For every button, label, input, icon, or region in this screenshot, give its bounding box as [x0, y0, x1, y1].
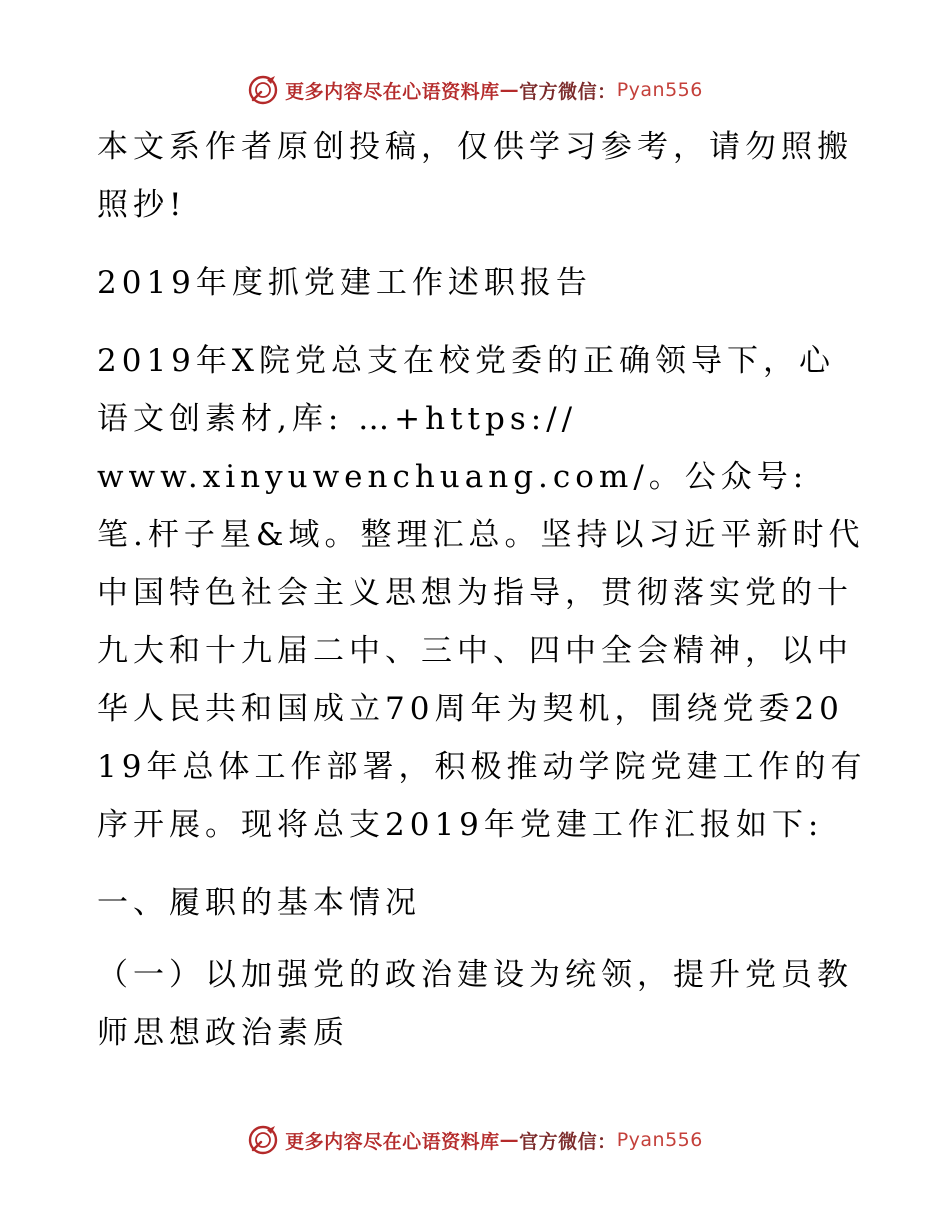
header-brand-text: 更多内容尽在心语资料库 [285, 80, 500, 103]
header-suffix-text: 官方微信： [519, 80, 617, 103]
subsection-heading-1: （一）以加强党的政治建设为统领，提升党员教师思想政治素质 [97, 957, 853, 1051]
footer-dash: — [499, 1129, 520, 1151]
footer-brand-text: 更多内容尽在心语资料库 [285, 1130, 500, 1153]
notice-paragraph: 本文系作者原创投稿，仅供学习参考，请勿照搬照抄! [97, 129, 853, 223]
intro-paragraph-line-2: www.xinyuwenchuang.com/。公众号: 笔.杆子星&域。整理汇总。坚持以习近平新时代中国特色社会主义思想为指导，贯彻落实党的十九大和十九届二中、三中、四中全会精神，以中华人民共和国成立70周年为契机，围绕党委2019年总体工作部署，积极推动学院党建工作的有序开展。现将总支2019年党建工作汇报如下: [97, 459, 867, 843]
document-body [97, 118, 867, 1062]
report-title: 2019年度抓党建工作述职报告 [97, 265, 592, 301]
section-heading-1: 一、履职的基本情况 [97, 885, 421, 921]
footer-wechat-id: Pyan556 [616, 1129, 703, 1151]
footer-banner [0, 1120, 950, 1160]
pen-logo-icon [247, 1124, 279, 1156]
intro-paragraph-line-1: 2019年X院党总支在校党委的正确领导下，心语文创素材,库: …+https:// [97, 343, 835, 437]
footer-suffix-text: 官方微信： [519, 1130, 617, 1153]
pen-logo-icon [247, 74, 279, 106]
header-banner [0, 70, 950, 110]
header-dash: — [499, 79, 520, 101]
header-wechat-id: Pyan556 [616, 79, 703, 101]
